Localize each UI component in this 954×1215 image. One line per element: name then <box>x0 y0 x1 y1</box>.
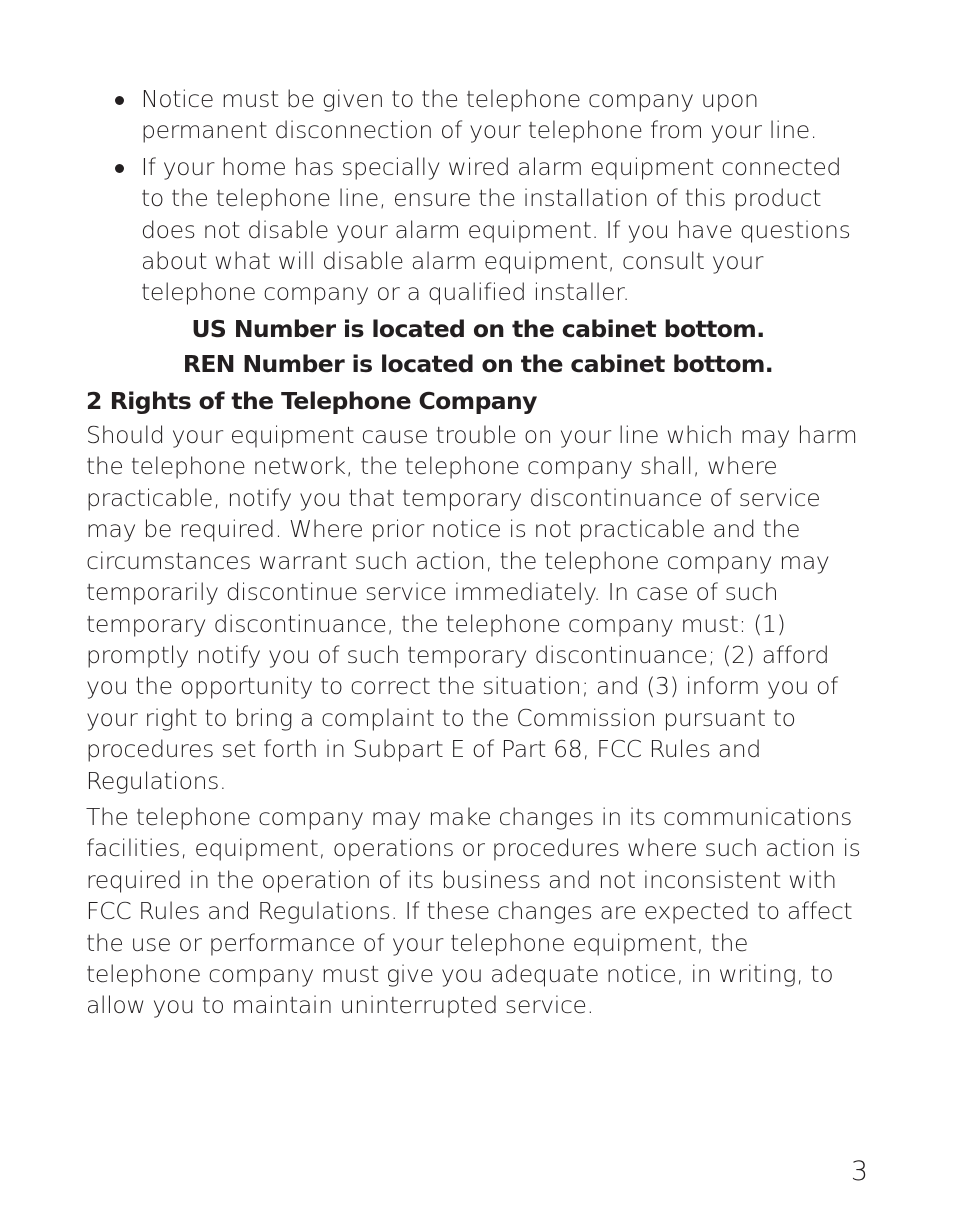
list-item <box>86 84 870 147</box>
page-content <box>86 84 870 1027</box>
ren-number-note: REN Number is located on the cabinet bottom. <box>182 350 774 379</box>
bullet-text: If your home has specially wired alarm equipment connected to the telephone line, ensure the installation of this product does not disable your alarm equipment. If you have questions about what will disable alarm equipment, consult your telephone company or a qualified installer. <box>141 152 851 307</box>
bullet-text: Notice must be given to the telephone company upon permanent disconnection of your telephone from your line. <box>141 85 817 145</box>
bullet-icon <box>115 96 124 105</box>
notice-bullet-list <box>86 84 870 309</box>
list-item <box>86 152 870 309</box>
bullet-icon <box>115 164 124 173</box>
body-paragraph: The telephone company may make changes in its communications facilities, equipment, operations or procedures where such action is required in the operation of its business and not inconsistent with FCC Rules and Regulations. If these changes are expected to affect the use or performance of your telephone equipment, the telephone company must give you adequate notice, in writing, to allow you to maintain uninterrupted service. <box>86 802 861 1020</box>
us-number-note: US Number is located on the cabinet bottom. <box>191 314 765 343</box>
page-number: 3 <box>850 1156 868 1187</box>
section-number: 2 <box>86 386 102 415</box>
body-paragraph: Should your equipment cause trouble on your line which may harm the telephone network, the telephone company shall, where practicable, notify you that temporary discontinuance of service may be required. Where prior notice is not practicable and the circumstances warrant such action, the telephone company may temporarily discontinue service immediately. In case of such temporary discontinuance, the telephone company must: (1) promptly notify you of such temporary discontinuance; (2) afford you the opportunity to correct the situation; and (3) inform you of your right to bring a complaint to the Commission pursuant to procedures set forth in Subpart E of Part 68, FCC Rules and Regulations. <box>86 421 858 795</box>
section-heading <box>86 386 870 417</box>
section-title: Rights of the Telephone Company <box>109 386 537 415</box>
